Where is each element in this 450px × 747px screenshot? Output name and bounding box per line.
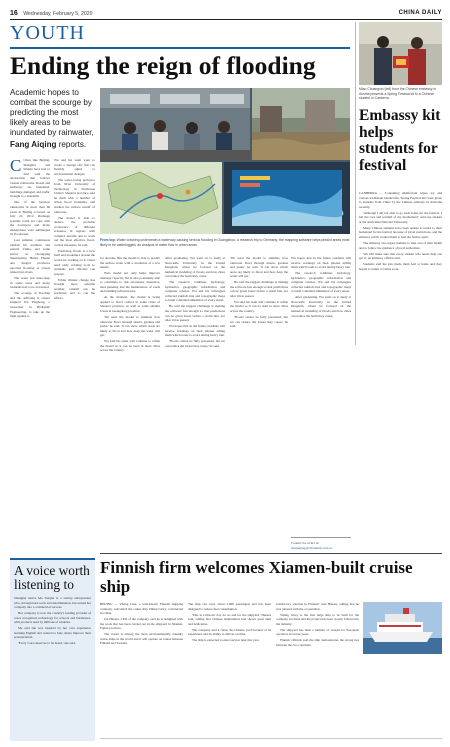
footer-divider	[100, 738, 442, 739]
paragraph: 'We will make sure that every student who needs help can get it,' an embassy official said.	[359, 251, 442, 261]
body-column-3	[100, 256, 160, 548]
folio-divider	[10, 19, 442, 20]
body-column-2	[54, 158, 95, 550]
caption-label: From top:	[100, 238, 116, 242]
paragraph: Wu and his team want to create a 'sponge city' that can flexibly adjust to environmental changes.	[54, 158, 95, 176]
photo-caption	[100, 238, 350, 247]
paragraph: The ship is expected to enter service later this year.	[192, 638, 260, 643]
body-column-5	[230, 256, 288, 548]
sidebar-photo	[359, 22, 442, 85]
paragraph: The water was knee-deep in some areas and many residents had to be evacuated.	[10, 276, 50, 290]
paragraph: Wu said his team will continue to refine the model so it can be used in more cities across the country.	[100, 339, 160, 353]
paragraph: 'Floods cannot be fully prevented, but we can reduce the losses they cause,' he said.	[230, 315, 288, 329]
paragraph: The company said it chose the Chinese yard because of its experience and its ability to deliver on time.	[188, 627, 271, 637]
paragraph: C Cities like Beijing, Shanghai and Wuhan have had to deal with the devastation that follows violent rainstorms. Roads and pathways are inundated, buildings damaged and traffic brought to a standstill.	[10, 158, 50, 199]
section-divider	[10, 47, 350, 49]
paragraph: Students said the kits made them feel at home and they hoped to return to China soon.	[359, 262, 442, 271]
paragraph: Finnish officials said the ship demonstrates the strong ties between the two countries.	[276, 638, 359, 647]
paragraph: Wu hopes that in the future residents will receive warnings on their phones telling them which roads to avoid during heavy rain.	[291, 256, 351, 270]
page-number: 16	[10, 10, 18, 17]
paragraph: BEIJING — Viking Line, a well-known Finnish shipping company, welcomed the cruise ship Viking Glory, constructed in China.	[100, 602, 183, 616]
bottom-column-2	[188, 602, 271, 736]
paragraph: Her company is now the country's leading provider of voice recognition technology for schools and businesses, with products used by millions of students.	[14, 611, 91, 625]
bottom-column-3	[276, 602, 359, 736]
writer-contact	[291, 541, 351, 550]
paragraph: Last summer, continuous rainfall hit southern and eastern China, and some places in Chongqing municipality, Hubei, Hunan and Jiangxi provinces reported flooding as streets turned into rivers.	[10, 238, 50, 275]
sidebar-caption: Miao Chuangxin (left) from the Chinese embassy in Austria presents a Spring Festival kit to a Chinese student in Canberra.	[359, 87, 437, 100]
article-deck	[10, 88, 94, 150]
paragraph: The research combines hydrology, hydraulics, geographic information and computer science. Wu and his colleagues collected rainfall data and topographic maps to build a detailed simulation of every street.	[291, 271, 351, 294]
deck-text: Academic hopes to combat the scourge by predicting the most likely areas to be inundated by rainwater,	[10, 88, 94, 137]
byline-name: Fang Aiqing	[10, 140, 57, 149]
paragraph: Shanghai native Ma Tonglei is a startup entrepreneur who, through hard work and determination, has turned her company into a commercial success.	[14, 596, 91, 610]
column-divider	[355, 22, 356, 345]
paragraph: One of the heaviest rainstorms in more than 60 years in Beijing occurred on July 21, 2012. Drainage systems could not cope with the downpour and many underpasses were submerged by floodwater.	[10, 200, 50, 237]
feature-box	[10, 558, 95, 741]
paragraph: The embassy also urged students to take care of their health and to follow the guidance of local authorities.	[359, 240, 442, 250]
paragraph: At the moment, the model is being applied to flood control in some cities of Shaanxi province, as well as some smaller towns in Guangdong province.	[100, 295, 160, 314]
byline-suffix: reports.	[58, 140, 87, 149]
paragraph: The ship can carry about 2,800 passengers and has been designed to reduce fuel consumption.	[188, 602, 271, 611]
bottom-column-1	[100, 602, 183, 736]
paragraph: Wu's model not only helps improve drainage capacity, but is also potentially able to contribute to risk awareness, insurance, land planning and the maintenance of roads and building infrastructure.	[100, 271, 160, 294]
page-folio	[10, 8, 442, 18]
body-column-1	[10, 158, 50, 550]
drop-cap: C	[10, 158, 22, 175]
paragraph: Jan Hanses, CEO of the company, said he is delighted with the work that has been carried out in the shipyard in Xiamen, Fujian province.	[100, 617, 183, 631]
article-divider	[100, 553, 442, 554]
cruise-ship-image	[363, 602, 442, 654]
paragraph: Viking Glory is the first large ship to be built for the company in China and the project has been closely followed in the industry.	[276, 612, 359, 626]
sidebar-body	[359, 191, 442, 547]
contact-divider	[291, 537, 351, 538]
paragraph: 'We used the model to simulate how rainwater flows through streets, gardens and parks,' he said. 'It can show which areas are likely to flood and how deep the water will get.'	[100, 315, 160, 338]
paragraph: Wu said his team will continue to refine the model so it can be used in more cities across the country.	[230, 299, 288, 314]
sidebar-photo-image	[359, 22, 442, 85]
paragraph: for decades. But the model is able to predict the surface water with a resolution of a few meters.	[100, 256, 160, 270]
paragraph: While climate change has brought more extreme weather, rainfall can be predicted, and so can the effects.	[54, 277, 95, 300]
paragraph: After graduating, Wu went on to study at Newcastle University in the United Kingdom, where he focused on the numerical modeling of floods and how cities can reduce the harm they cause.	[165, 256, 225, 279]
paragraph: 'This is a historic day for us and for the shipyard,' Hanses said, adding that Chinese shipbuilders had shown great skill and dedication.	[188, 612, 271, 626]
paragraph: Predicting floods is a new field and academics around the world are working on it. Cities need early warning tools so residents and officials can prepare.	[54, 248, 95, 276]
paragraph: He said the biggest challenge is making the software fast enough so that predictions can be given hours before a storm hits, not after it has passed.	[230, 280, 288, 298]
body-column-4	[165, 256, 225, 548]
section-title: YOUTH	[10, 22, 85, 44]
cruise-ship-photo	[363, 602, 442, 654]
paper-name: CHINA DAILY	[398, 10, 442, 16]
paragraph: After graduating, Wu went on to study at Newcastle University in the United Kingdom, where he focused on the numerical modeling of floods and how cities can reduce the harm they cause.	[291, 295, 351, 318]
caption-text: Water crashing underneath a waterway causing serious flooding in Guangzhou; a research trip to Germany; the mapping software helps predict areas most likely to be waterlogged; an analysis of water flow in urban areas.	[100, 238, 350, 247]
paragraph: The shipyard has built a number of vessels for European operators in recent years.	[276, 627, 359, 637]
paragraph: He said the biggest challenge is making the software fast enough so that predictions can be given hours before a storm hits, not after it has passed.	[165, 304, 225, 323]
paragraph: 'Every voice deserves to be heard,' she said.	[18, 641, 76, 646]
paragraph: Wu hopes that in the future residents will receive warnings on their phones telling them which roads to avoid during heavy rain.	[165, 324, 225, 338]
sidebar-headline: Embassy kit helps students for festival	[359, 107, 441, 174]
paragraph: The water-loving professor from Xi'an University of Technology in Northwest China's Shaanxi province said he dealt with a number of urban flood problems, and studied the surface runoff of rainwater.	[54, 177, 95, 214]
box-headline: A voice worth listening to	[14, 563, 90, 592]
paragraph: 'We used the model to simulate how rainwater flows through streets, gardens and parks,' he said. 'It can show which areas are likely to flood and how deep the water will get.'	[230, 256, 288, 279]
contact-label: Contact the writer at	[291, 541, 319, 545]
bottom-headline: Finnish firm welcomes Xiamen-built cruise ship	[100, 558, 413, 596]
contact-email-link[interactable]: fangaiqing@chinadaily.com.cn	[291, 545, 333, 550]
paragraph: 'Although I am not able to go back home for the festival, I felt the care and warmth of my motherland,' said one student at the Australian National University.	[359, 210, 442, 224]
body-column-6	[291, 256, 351, 534]
main-headline: Ending the reign of flooding	[10, 51, 316, 80]
paragraph: Ma said she was inspired by her own experience learning English and wanted to help others improve their pronunciation.	[14, 626, 91, 640]
byline	[10, 140, 94, 150]
paragraph: 'Floods cannot be fully prevented, but we can reduce the losses they cause,' he said.	[165, 339, 225, 348]
photo-collage	[100, 88, 350, 234]
paragraph: Many Chinese students have been unable to return to their homeland for the festival because of travel restrictions, and the embassy said it wanted them to feel the festive spirit.	[359, 225, 442, 239]
paragraph: The vessel is among the most environmentally friendly cruise ships in the world and it will operate on routes between Finland and Sweden.	[100, 632, 183, 646]
box-body	[14, 596, 91, 736]
paragraph: The model is able to deduce the probable occurrence of different scenarios in regions with complex terrains and to work out the most effective flood-control measures, he said.	[54, 215, 95, 247]
issue-date: Wednesday, February 5, 2020	[23, 11, 93, 17]
main-photo	[100, 88, 350, 234]
paragraph: CANBERRA — Containing disinfectant wipes, toy and various traditional handicrafts, Spring Festival kits were given to students from China by the Chinese embassy in Australia recently.	[359, 191, 442, 209]
paragraph: The research combines hydrology, hydraulics, geographic information and computer science. Wu and his colleagues collected rainfall data and topographic maps to build a detailed simulation of every street.	[165, 280, 225, 303]
paragraph: satisfactory solution in Finland,' said Hanses, adding that he was pleased with the cooperation.	[276, 602, 359, 611]
paragraph: The scourge of flooding and the suffering it causes inspired Wu Yinghong, a researcher in Hydraulic Engineering, to take up the fight against it.	[10, 291, 50, 319]
